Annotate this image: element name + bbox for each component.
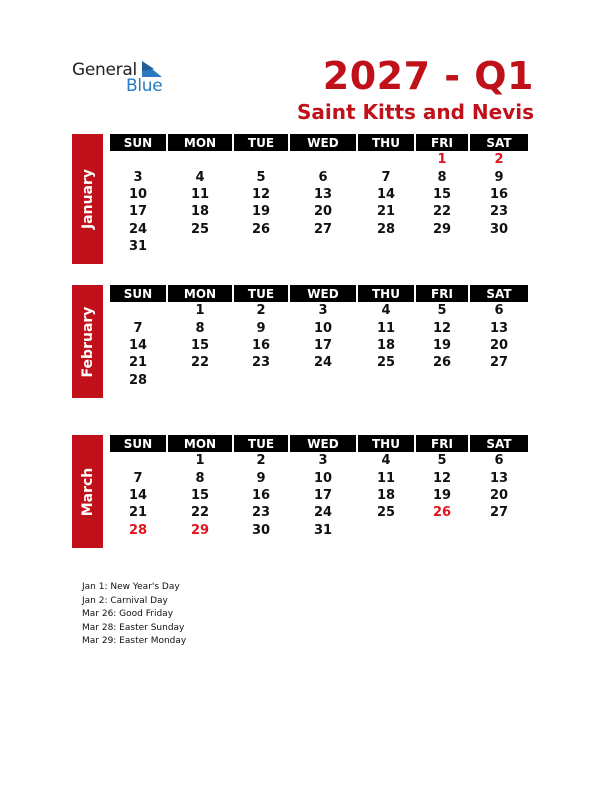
day-cell: 23 — [251, 355, 271, 371]
day-cell: 27 — [313, 221, 333, 237]
day-cell: 2 — [256, 303, 266, 319]
empty-day-cell — [234, 372, 288, 389]
day-cell: 21 — [128, 505, 148, 521]
month-side-bar — [72, 435, 103, 548]
weekday-header-mon: MON — [168, 435, 232, 452]
week-row — [110, 469, 540, 486]
day-cell: 15 — [190, 337, 210, 353]
weekday-header-wed: WED — [290, 134, 356, 151]
day-cell: 4 — [381, 303, 391, 319]
day-cell: 21 — [376, 204, 396, 220]
empty-day-cell — [234, 151, 288, 168]
weekday-header-row — [110, 285, 540, 302]
day-cell: 16 — [251, 487, 271, 503]
day-cell: 25 — [190, 221, 210, 237]
day-cell: 18 — [376, 337, 396, 353]
day-cell: 30 — [251, 522, 271, 538]
day-cell: 14 — [376, 186, 396, 202]
day-cell: 31 — [313, 522, 333, 538]
day-cell: 20 — [489, 337, 509, 353]
weekday-header-tue: TUE — [234, 285, 288, 302]
empty-day-cell — [168, 151, 232, 168]
day-cell: 16 — [251, 337, 271, 353]
empty-day-cell — [358, 151, 414, 168]
empty-day-cell — [110, 302, 166, 319]
day-cell: 23 — [251, 505, 271, 521]
day-cell: 12 — [251, 186, 271, 202]
day-cell: 10 — [128, 186, 148, 202]
brand-logo — [72, 60, 182, 98]
month-grid — [110, 285, 540, 389]
day-cell: 10 — [313, 320, 333, 336]
day-cell: 1 — [437, 152, 447, 168]
empty-day-cell — [358, 522, 414, 539]
day-cell: 30 — [489, 221, 509, 237]
empty-day-cell — [290, 238, 356, 255]
weekday-header-mon: MON — [168, 285, 232, 302]
day-cell: 5 — [256, 169, 266, 185]
day-cell: 22 — [190, 505, 210, 521]
weekday-header-wed: WED — [290, 435, 356, 452]
day-cell: 19 — [251, 204, 271, 220]
day-cell: 3 — [318, 453, 328, 469]
week-row — [110, 186, 540, 203]
holiday-list — [82, 581, 186, 649]
week-row — [110, 203, 540, 220]
day-cell: 4 — [195, 169, 205, 185]
day-cell: 22 — [190, 355, 210, 371]
weekday-header-mon: MON — [168, 134, 232, 151]
day-cell: 22 — [432, 204, 452, 220]
day-cell: 24 — [313, 355, 333, 371]
day-cell: 13 — [489, 320, 509, 336]
weekday-header-row — [110, 134, 540, 151]
week-row — [110, 504, 540, 521]
day-cell: 9 — [256, 320, 266, 336]
day-cell: 8 — [195, 470, 205, 486]
day-cell: 23 — [489, 204, 509, 220]
day-cell: 17 — [128, 204, 148, 220]
week-row — [110, 221, 540, 238]
week-row — [110, 151, 540, 168]
empty-day-cell — [110, 452, 166, 469]
weekday-header-sat: SAT — [470, 435, 528, 452]
day-cell: 7 — [133, 470, 143, 486]
empty-day-cell — [234, 238, 288, 255]
day-cell: 21 — [128, 355, 148, 371]
day-cell: 6 — [494, 303, 504, 319]
day-cell: 29 — [190, 522, 210, 538]
day-cell: 9 — [494, 169, 504, 185]
week-row — [110, 487, 540, 504]
weekday-header-fri: FRI — [416, 285, 468, 302]
weekday-header-row — [110, 435, 540, 452]
empty-day-cell — [110, 151, 166, 168]
day-cell: 19 — [432, 337, 452, 353]
day-cell: 17 — [313, 487, 333, 503]
weekday-header-fri: FRI — [416, 435, 468, 452]
day-cell: 28 — [128, 372, 148, 388]
month-name: January — [79, 169, 96, 230]
day-cell: 13 — [313, 186, 333, 202]
day-cell: 6 — [494, 453, 504, 469]
day-cell: 2 — [256, 453, 266, 469]
day-cell: 18 — [190, 204, 210, 220]
day-cell: 12 — [432, 470, 452, 486]
day-cell: 29 — [432, 221, 452, 237]
week-row — [110, 337, 540, 354]
day-cell: 11 — [376, 320, 396, 336]
empty-day-cell — [470, 238, 528, 255]
day-cell: 27 — [489, 355, 509, 371]
empty-day-cell — [290, 151, 356, 168]
week-row — [110, 168, 540, 185]
empty-day-cell — [470, 372, 528, 389]
day-cell: 8 — [195, 320, 205, 336]
day-cell: 7 — [381, 169, 391, 185]
day-cell: 8 — [437, 169, 447, 185]
day-cell: 1 — [195, 303, 205, 319]
weekday-header-sun: SUN — [110, 435, 166, 452]
weekday-header-wed: WED — [290, 285, 356, 302]
month-name: February — [79, 306, 96, 377]
empty-day-cell — [358, 372, 414, 389]
day-cell: 10 — [313, 470, 333, 486]
weekday-header-thu: THU — [358, 435, 414, 452]
week-row — [110, 452, 540, 469]
month-grid — [110, 134, 540, 255]
week-row — [110, 372, 540, 389]
day-cell: 16 — [489, 186, 509, 202]
empty-day-cell — [168, 238, 232, 255]
day-cell: 31 — [128, 239, 148, 255]
day-cell: 17 — [313, 337, 333, 353]
empty-day-cell — [416, 372, 468, 389]
month-grid — [110, 435, 540, 539]
day-cell: 20 — [313, 204, 333, 220]
weekday-header-thu: THU — [358, 134, 414, 151]
day-cell: 28 — [128, 522, 148, 538]
day-cell: 15 — [190, 487, 210, 503]
weekday-header-sun: SUN — [110, 285, 166, 302]
day-cell: 1 — [195, 453, 205, 469]
month-side-bar — [72, 134, 103, 264]
page-title: 2027 - Q1 — [322, 54, 534, 98]
day-cell: 12 — [432, 320, 452, 336]
empty-day-cell — [358, 238, 414, 255]
day-cell: 14 — [128, 337, 148, 353]
month-side-bar — [72, 285, 103, 398]
day-cell: 25 — [376, 355, 396, 371]
holiday-item: Jan 2: Carnival Day — [82, 595, 168, 606]
day-cell: 5 — [437, 453, 447, 469]
week-row — [110, 319, 540, 336]
day-cell: 5 — [437, 303, 447, 319]
day-cell: 24 — [313, 505, 333, 521]
empty-day-cell — [416, 522, 468, 539]
week-row — [110, 238, 540, 255]
brand-name-blue: Blue — [126, 76, 163, 96]
day-cell: 26 — [432, 505, 452, 521]
day-cell: 27 — [489, 505, 509, 521]
month-block-march — [72, 435, 540, 548]
week-row — [110, 522, 540, 539]
day-cell: 18 — [376, 487, 396, 503]
weekday-header-sat: SAT — [470, 134, 528, 151]
holiday-item: Jan 1: New Year's Day — [82, 582, 180, 592]
empty-day-cell — [416, 238, 468, 255]
week-row — [110, 302, 540, 319]
day-cell: 4 — [381, 453, 391, 469]
weekday-header-sun: SUN — [110, 134, 166, 151]
month-name: March — [79, 467, 96, 516]
day-cell: 2 — [494, 152, 504, 168]
day-cell: 19 — [432, 487, 452, 503]
day-cell: 3 — [318, 303, 328, 319]
holiday-item: Mar 28: Easter Sunday — [82, 622, 185, 633]
day-cell: 20 — [489, 487, 509, 503]
weekday-header-tue: TUE — [234, 134, 288, 151]
brand-flag-icon — [142, 61, 164, 77]
holiday-item: Mar 29: Easter Monday — [82, 636, 187, 646]
day-cell: 6 — [318, 169, 328, 185]
day-cell: 14 — [128, 487, 148, 503]
weekday-header-thu: THU — [358, 285, 414, 302]
week-row — [110, 354, 540, 371]
empty-day-cell — [290, 372, 356, 389]
weekday-header-sat: SAT — [470, 285, 528, 302]
day-cell: 3 — [133, 169, 143, 185]
day-cell: 28 — [376, 221, 396, 237]
day-cell: 15 — [432, 186, 452, 202]
month-block-january — [72, 134, 540, 264]
day-cell: 9 — [256, 470, 266, 486]
day-cell: 26 — [251, 221, 271, 237]
day-cell: 25 — [376, 505, 396, 521]
empty-day-cell — [470, 522, 528, 539]
day-cell: 7 — [133, 320, 143, 336]
brand-name-general: General — [72, 60, 137, 80]
day-cell: 13 — [489, 470, 509, 486]
holiday-item: Mar 26: Good Friday — [82, 609, 174, 619]
day-cell: 26 — [432, 355, 452, 371]
month-block-february — [72, 285, 540, 398]
weekday-header-tue: TUE — [234, 435, 288, 452]
day-cell: 11 — [190, 186, 210, 202]
weekday-header-fri: FRI — [416, 134, 468, 151]
day-cell: 11 — [376, 470, 396, 486]
country-subtitle: Saint Kitts and Nevis — [297, 100, 534, 124]
day-cell: 24 — [128, 221, 148, 237]
empty-day-cell — [168, 372, 232, 389]
